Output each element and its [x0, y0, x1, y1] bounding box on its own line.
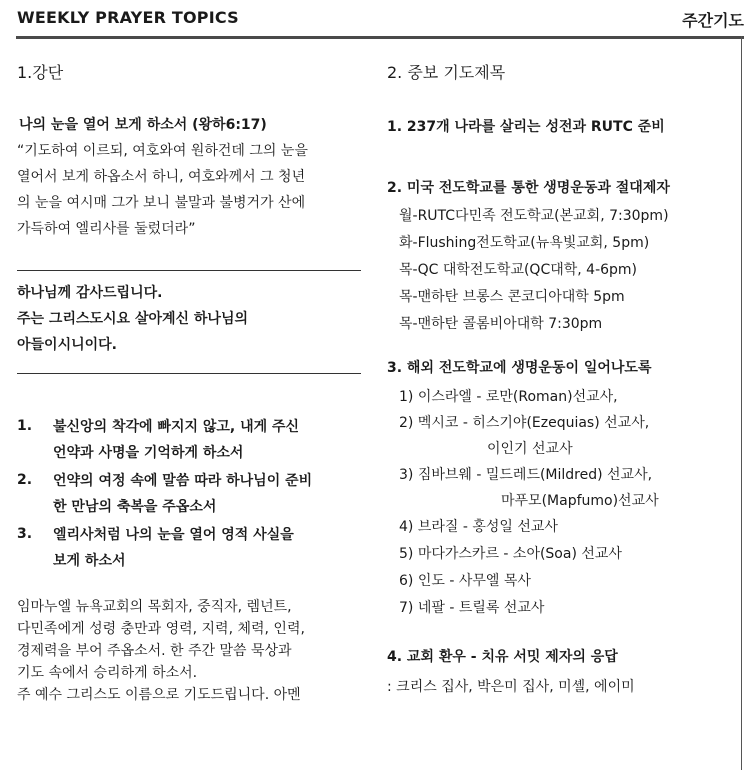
intercession-item-2-title: 2. 미국 전도학교를 통한 생명운동과 절대제자 — [387, 180, 670, 196]
missionary-line: 2) 멕시코 - 히스기야(Ezequias) 선교사, — [399, 415, 650, 431]
right-edge-line — [741, 36, 742, 770]
header-rule — [16, 36, 744, 39]
school-line: 목-맨하탄 브롱스 콘코디아대학 5pm — [399, 289, 625, 305]
verse-title: 나의 눈을 열어 보게 하소서 (왕하6:17) — [19, 117, 267, 133]
closing-line: 임마누엘 뉴욕교회의 목회자, 중직자, 렘넌트, — [17, 599, 292, 615]
confession-line: 아들이시니이다. — [17, 337, 117, 353]
missionary-line: 이인기 선교사 — [487, 441, 573, 457]
intercession-item-4-title: 4. 교회 환우 - 치유 서밋 제자의 응답 — [387, 649, 618, 665]
school-line: 목-QC 대학전도학교(QC대학, 4-6pm) — [399, 262, 638, 278]
missionary-line: 5) 마다가스카르 - 소아(Soa) 선교사 — [399, 546, 622, 562]
header-right-title: 주간기도 — [682, 11, 744, 30]
missionary-line: 7) 네팔 - 트릴록 선교사 — [399, 600, 545, 616]
closing-line: 주 예수 그리스도 이름으로 기도드립니다. 아멘 — [17, 687, 301, 703]
missionary-line: 6) 인도 - 사무엘 목사 — [399, 573, 531, 589]
confession-line: 하나님께 감사드립니다. — [17, 285, 163, 301]
verse-line: “기도하여 이르되, 여호와여 원하건데 그의 눈을 — [17, 143, 308, 159]
list-text: 언약의 여정 속에 말씀 따라 하나님이 준비 — [53, 473, 313, 489]
divider-line — [17, 270, 361, 271]
list-number: 3. — [17, 526, 33, 542]
list-text: 언약과 사명을 기억하게 하소서 — [53, 445, 244, 461]
list-number: 2. — [17, 472, 33, 488]
list-text: 불신앙의 착각에 빠지지 않고, 내게 주신 — [53, 419, 300, 435]
missionary-line: 1) 이스라엘 - 로만(Roman)선교사, — [399, 389, 618, 405]
intercession-item-3-title: 3. 해외 전도학교에 생명운동이 일어나도록 — [387, 360, 652, 376]
verse-line: 의 눈을 여시매 그가 보니 불말과 불병거가 산에 — [17, 195, 306, 211]
list-text: 한 만남의 축복을 주옵소서 — [53, 499, 217, 515]
missionary-line: 마푸모(Mapfumo)선교사 — [501, 493, 659, 509]
header-left-title: WEEKLY PRAYER TOPICS — [17, 8, 239, 27]
closing-line: 경제력을 부어 주옵소서. 한 주간 말씀 묵상과 — [17, 643, 292, 659]
divider-line — [17, 373, 361, 374]
list-text: 보게 하소서 — [53, 553, 126, 569]
confession-line: 주는 그리스도시요 살아계신 하나님의 — [17, 311, 249, 327]
school-line: 화-Flushing전도학교(뉴욕빛교회, 5pm) — [399, 235, 650, 251]
section-title-intercession: 2. 중보 기도제목 — [387, 63, 506, 82]
closing-line: 다민족에게 성령 충만과 영력, 지력, 체력, 인력, — [17, 621, 305, 637]
verse-line: 가득하여 엘리사를 둘렀더라” — [17, 221, 196, 237]
closing-line: 기도 속에서 승리하게 하소서. — [17, 665, 198, 681]
school-line: 월-RUTC다민족 전도학교(본교회, 7:30pm) — [399, 208, 669, 224]
missionary-line: 3) 짐바브웨 - 밀드레드(Mildred) 선교사, — [399, 467, 653, 483]
section-title-pulpit: 1.강단 — [17, 63, 64, 82]
school-line: 목-맨하탄 콜롬비아대학 7:30pm — [399, 316, 603, 332]
intercession-item-1: 1. 237개 나라를 살리는 성전과 RUTC 준비 — [387, 119, 665, 135]
list-text: 엘리사처럼 나의 눈을 열어 영적 사실을 — [53, 527, 294, 543]
patients-line: : 크리스 집사, 박은미 집사, 미셸, 에이미 — [387, 679, 635, 695]
list-number: 1. — [17, 418, 33, 434]
missionary-line: 4) 브라질 - 홍성일 선교사 — [399, 519, 558, 535]
verse-line: 열어서 보게 하옵소서 하니, 여호와께서 그 청년 — [17, 169, 306, 185]
